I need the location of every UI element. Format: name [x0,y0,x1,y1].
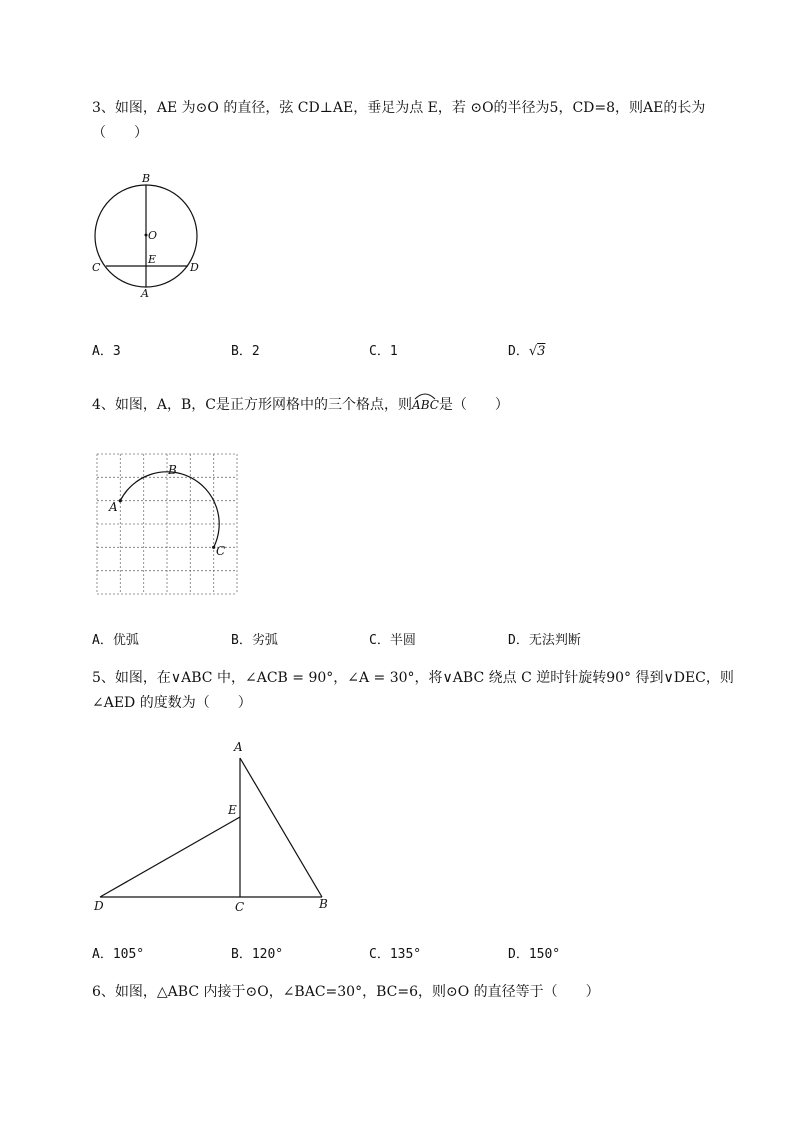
q3-label-D: D [190,261,199,274]
q4-option-b: B．劣弧 [231,633,278,648]
q5-label-B: B [319,897,328,911]
q4-stem-end: 是（ ） [438,397,509,413]
q4-point-A [119,499,122,502]
q3-option-d [508,340,545,359]
q3-label-O: O [148,229,158,242]
q5-option-c: C．135° [369,947,422,962]
q3-option-a: A．3 [92,344,121,359]
q4-option-c: C．半圆 [369,633,416,648]
q4-arc-ABC [120,472,219,547]
q4-point-C [212,546,215,549]
q5-side-AB [240,758,322,897]
q4-option-d: D．无法判断 [508,633,581,648]
sqrt-icon: √ [528,344,538,359]
q3-label-E: E [148,253,157,266]
q5-triangle-figure [92,738,337,918]
q5-stem-line1: 5、如图，在∨ABC 中，∠ACB = 90°，∠A = 30°，将∨ABC 绕点 C 逆时针旋转90° 得到∨DEC，则 [92,670,734,686]
q4-arc-notation: ABC [412,394,439,416]
q3-stem-line1: 3、如图，AE 为⊙O 的直径，弦 CD⊥AE，垂足为点 E，若 ⊙O的半径为5，CD=8，则AE的长为 [92,100,706,116]
q3-label-B: B [142,172,151,185]
q5-label-D: D [94,899,104,913]
q3-label-A: A [141,287,149,300]
q4-label-A: A [109,500,118,514]
q5-label-E: E [228,803,237,817]
q4-label-C: C [216,544,226,558]
q4-option-a: A．优弧 [92,633,139,648]
q5-stem-line2: ∠AED 的度数为（ ） [92,695,252,711]
q4-grid [97,454,237,594]
q3-option-d-radicand: 3 [537,344,546,359]
q5-label-C: C [235,900,245,914]
q5-option-a: A．105° [92,947,145,962]
q5-option-d: D．150° [508,947,561,962]
q4-stem-text: 4、如图，A，B，C是正方形网格中的三个格点，则 [92,397,413,413]
q6-stem: 6、如图，△ABC 内接于⊙O，∠BAC=30°，BC=6，则⊙O 的直径等于（ ） [92,984,600,1000]
q3-stem-line2: （ ） [92,125,148,141]
q5-option-b: B．120° [231,947,284,962]
q3-circle-figure [80,170,220,305]
q5-label-A: A [234,740,243,754]
q4-label-B: B [168,463,177,477]
q3-option-c: C．1 [369,344,398,359]
q5-side-DE [100,817,240,897]
q3-option-b: B．2 [231,344,260,359]
q4-stem [92,394,509,416]
arc-symbol-icon [414,392,436,400]
q4-grid-figure [97,454,239,596]
q3-option-d-prefix: D． [508,344,529,359]
q3-label-C: C [92,261,101,274]
